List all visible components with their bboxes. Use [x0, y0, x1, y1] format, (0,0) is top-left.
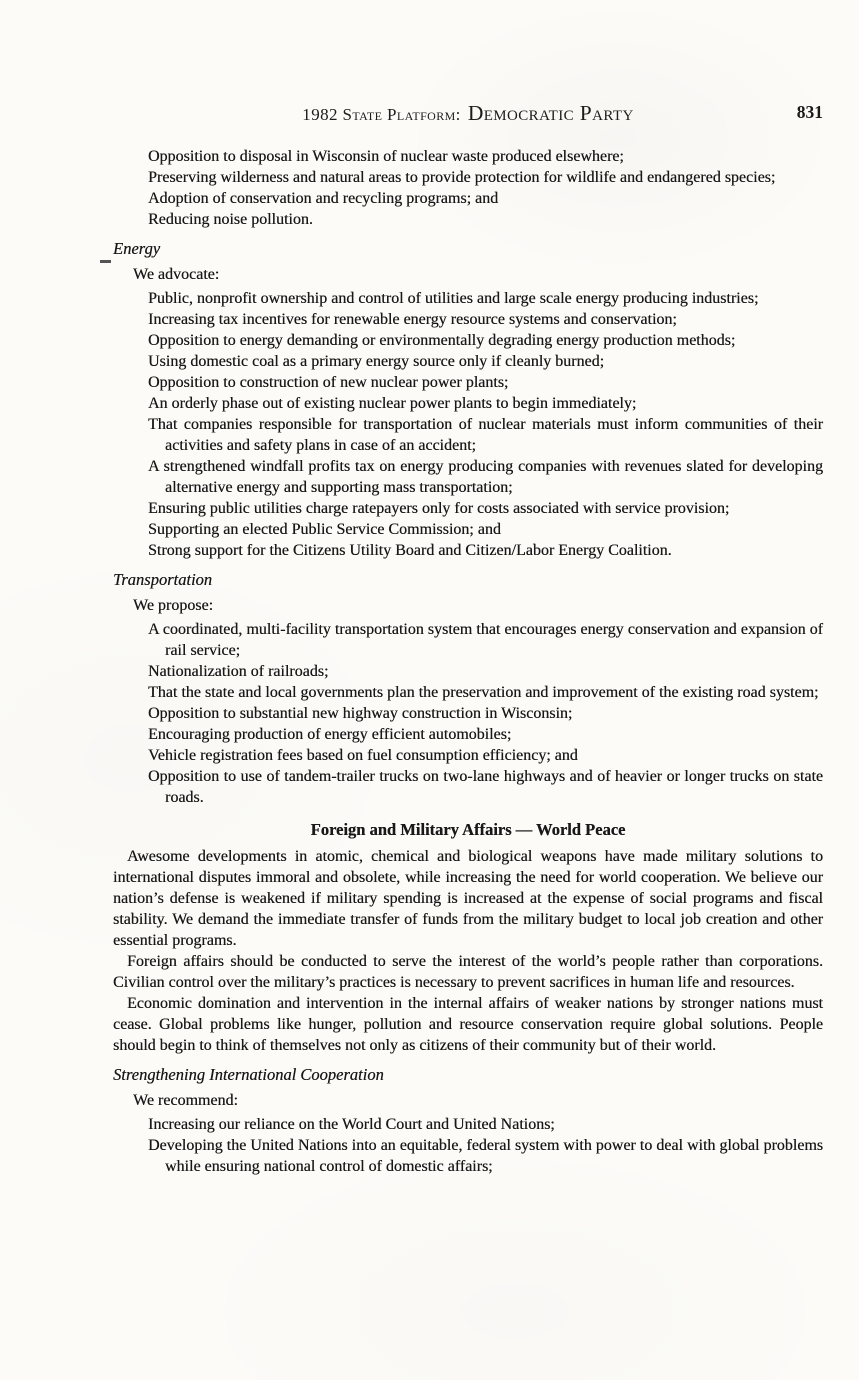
running-title [113, 101, 823, 126]
running-title-prefix: 1982 State Platform: [302, 105, 461, 124]
list-item: Adoption of conservation and recycling programs; and [148, 190, 499, 207]
list-item: Vehicle registration fees based on fuel consumption efficiency; and [148, 747, 578, 764]
section-lead-cooperation: We recommend: [133, 1092, 238, 1109]
section-lead-transportation: We propose: [133, 597, 214, 614]
list-item: Opposition to substantial new highway construction in Wisconsin; [148, 705, 573, 722]
list-item: Opposition to disposal in Wisconsin of nuclear waste produced elsewhere; [148, 148, 624, 165]
list-item: Opposition to use of tandem-trailer trucks on two-lane highways and of heavier or longer trucks on state roads. [148, 768, 823, 806]
paragraph: Economic domination and intervention in the internal affairs of weaker nations by stronger nations must cease. Global problems like hunger, pollution and resource conservation require global solutions. People should begin to think of themselves not only as citizens of their community but of their world. [113, 995, 823, 1054]
list-item: Opposition to construction of new nuclear power plants; [148, 374, 509, 391]
section-heading-foreign-military: Foreign and Military Affairs — World Peace [310, 820, 626, 839]
cooperation-list [148, 1114, 823, 1177]
transportation-list [148, 619, 823, 808]
scan-artifact [100, 260, 111, 263]
list-item: That the state and local governments plan the preservation and improvement of the existing road system; [148, 684, 819, 701]
list-item: Using domestic coal as a primary energy source only if cleanly burned; [148, 353, 605, 370]
list-item: Public, nonprofit ownership and control of utilities and large scale energy producing industries; [148, 290, 759, 307]
list-item: Encouraging production of energy efficient automobiles; [148, 726, 512, 743]
list-item: Supporting an elected Public Service Commission; and [148, 521, 501, 538]
section-heading-cooperation: Strengthening International Cooperation [113, 1065, 384, 1084]
paragraph: Awesome developments in atomic, chemical and biological weapons have made military solutions to international disputes immoral and obsolete, while increasing the need for world cooperation. We believe our nation’s defense is weakened if military spending is increased at the expense of social programs and fiscal stability. We demand the immediate transfer of funds from the military budget to local job creation and other essential programs. [113, 848, 823, 949]
paragraph: Foreign affairs should be conducted to serve the interest of the world’s people rather than corporations. Civilian control over the military’s practices is necessary to prevent sacrifices in human life and resources. [113, 953, 823, 991]
page-header [113, 101, 823, 127]
list-item: Nationalization of railroads; [148, 663, 329, 680]
list-item: Reducing noise pollution. [148, 211, 313, 228]
energy-list [148, 288, 823, 561]
list-item: A strengthened windfall profits tax on energy producing companies with revenues slated for developing alternative energy and supporting mass transportation; [148, 458, 823, 496]
list-item: A coordinated, multi-facility transportation system that encourages energy conservation and expansion of rail service; [148, 621, 823, 659]
list-item: Increasing our reliance on the World Court and United Nations; [148, 1116, 555, 1133]
list-item: Strong support for the Citizens Utility Board and Citizen/Labor Energy Coalition. [148, 542, 672, 559]
list-item: Preserving wilderness and natural areas to provide protection for wildlife and endangered species; [148, 169, 776, 186]
environment-list [148, 146, 823, 230]
list-item: Developing the United Nations into an equitable, federal system with power to deal with global problems while ensuring national control of domestic affairs; [148, 1137, 823, 1175]
list-item: An orderly phase out of existing nuclear power plants to begin immediately; [148, 395, 637, 412]
page-number: 831 [796, 102, 823, 122]
list-item: That companies responsible for transportation of nuclear materials must inform communities of their activities and safety plans in case of an accident; [148, 416, 823, 454]
list-item: Increasing tax incentives for renewable energy resource systems and conservation; [148, 311, 677, 328]
section-heading-energy: Energy [113, 239, 161, 258]
list-item: Ensuring public utilities charge ratepayers only for costs associated with service provision; [148, 500, 730, 517]
section-heading-transportation: Transportation [113, 570, 213, 589]
list-item: Opposition to energy demanding or environmentally degrading energy production methods; [148, 332, 736, 349]
running-title-main: Democratic Party [467, 101, 634, 125]
section-lead-energy: We advocate: [133, 266, 220, 283]
page-body [113, 146, 823, 1177]
